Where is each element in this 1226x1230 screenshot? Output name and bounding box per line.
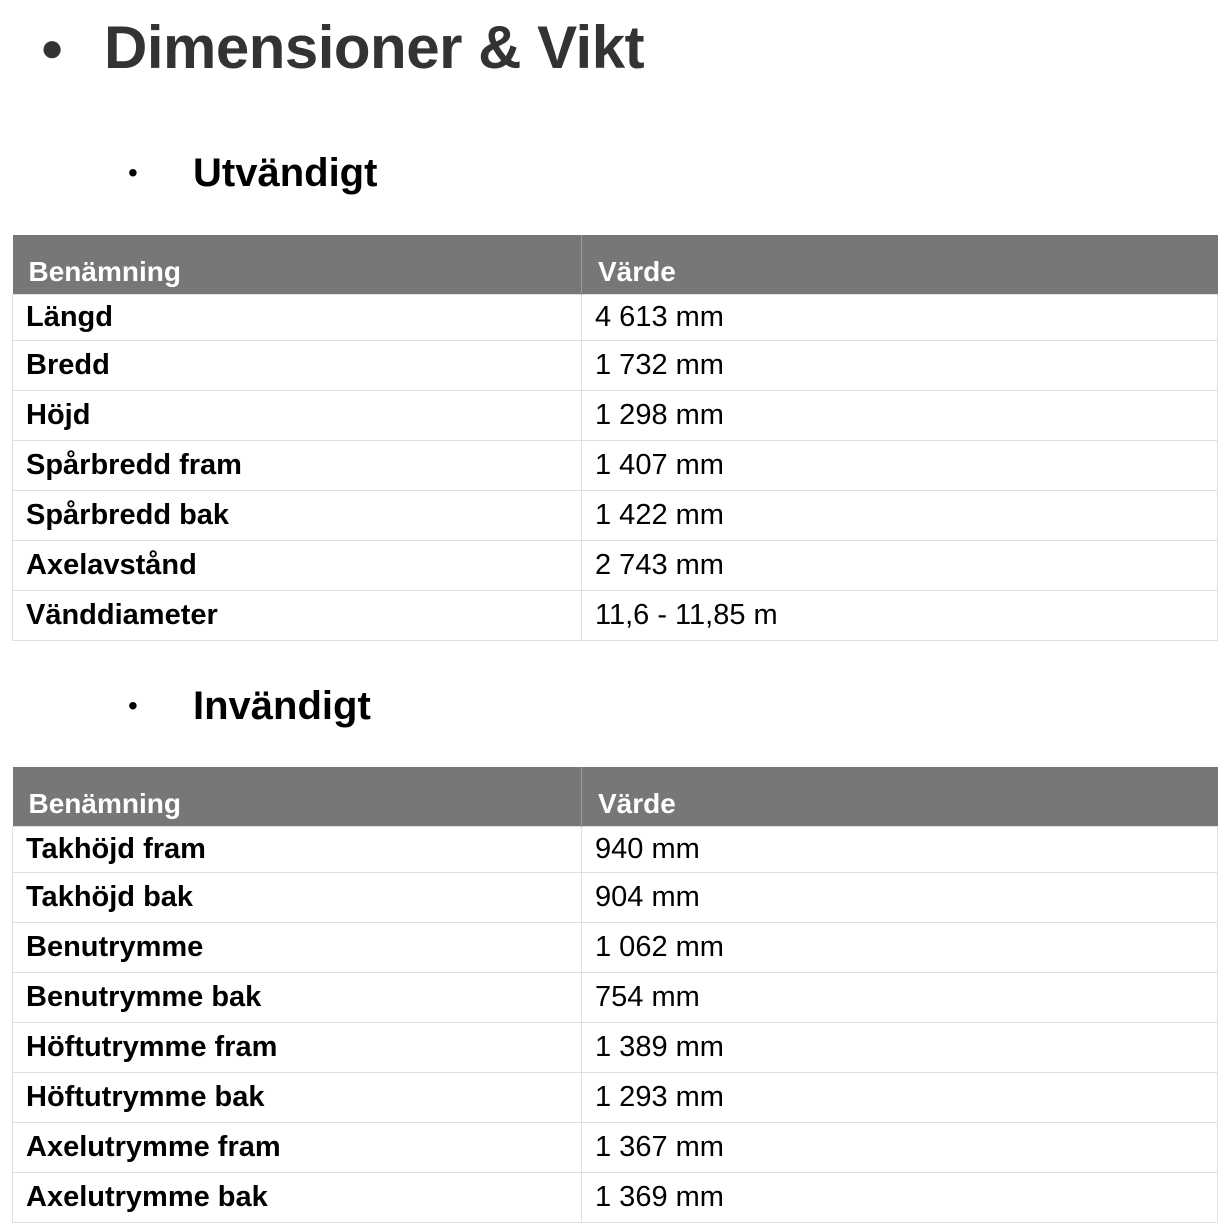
table-header-row [13, 236, 1218, 295]
column-header-name: Benämning [13, 768, 582, 827]
table-row [13, 1123, 1218, 1173]
row-value: 904 mm [582, 873, 1218, 923]
bullet-icon: • [128, 157, 138, 188]
row-label: Benutrymme bak [13, 973, 582, 1023]
row-value: 1 389 mm [582, 1023, 1218, 1073]
table-row [13, 295, 1218, 341]
table-row [13, 391, 1218, 441]
page-heading [0, 12, 1226, 84]
exterior-dimensions-table [12, 235, 1218, 641]
row-value: 1 367 mm [582, 1123, 1218, 1173]
table-row [13, 1073, 1218, 1123]
table-row [13, 873, 1218, 923]
table-header-row [13, 768, 1218, 827]
row-value: 1 422 mm [582, 491, 1218, 541]
row-label: Takhöjd bak [13, 873, 582, 923]
section-heading-exterior [0, 148, 1226, 198]
row-value: 940 mm [582, 827, 1218, 873]
row-value: 1 293 mm [582, 1073, 1218, 1123]
table-row [13, 827, 1218, 873]
bullet-icon: ● [40, 26, 65, 70]
row-label: Höftutrymme fram [13, 1023, 582, 1073]
table-row [13, 441, 1218, 491]
row-label: Längd [13, 295, 582, 341]
row-label: Spårbredd fram [13, 441, 582, 491]
table-row [13, 541, 1218, 591]
row-value: 1 732 mm [582, 341, 1218, 391]
row-value: 1 369 mm [582, 1173, 1218, 1223]
row-label: Höftutrymme bak [13, 1073, 582, 1123]
row-label: Bredd [13, 341, 582, 391]
table-row [13, 973, 1218, 1023]
row-label: Takhöjd fram [13, 827, 582, 873]
table-row [13, 341, 1218, 391]
section-heading-interior [0, 681, 1226, 731]
bullet-icon: • [128, 690, 138, 721]
row-label: Axelutrymme bak [13, 1173, 582, 1223]
row-value: 11,6 - 11,85 m [582, 591, 1218, 641]
row-label: Benutrymme [13, 923, 582, 973]
row-value: 4 613 mm [582, 295, 1218, 341]
column-header-value: Värde [582, 768, 1218, 827]
table-row [13, 491, 1218, 541]
column-header-value: Värde [582, 236, 1218, 295]
table-row [13, 1023, 1218, 1073]
row-value: 1 407 mm [582, 441, 1218, 491]
table-row [13, 1173, 1218, 1223]
row-label: Spårbredd bak [13, 491, 582, 541]
page-title: Dimensioner & Vikt [104, 14, 645, 81]
row-label: Vänddiameter [13, 591, 582, 641]
section-title: Utvändigt [193, 151, 378, 195]
section-title: Invändigt [193, 684, 371, 728]
table-row [13, 591, 1218, 641]
row-value: 1 298 mm [582, 391, 1218, 441]
table-row [13, 923, 1218, 973]
row-label: Höjd [13, 391, 582, 441]
row-label: Axelavstånd [13, 541, 582, 591]
interior-dimensions-table [12, 767, 1218, 1223]
row-value: 754 mm [582, 973, 1218, 1023]
row-value: 1 062 mm [582, 923, 1218, 973]
column-header-name: Benämning [13, 236, 582, 295]
row-value: 2 743 mm [582, 541, 1218, 591]
row-label: Axelutrymme fram [13, 1123, 582, 1173]
